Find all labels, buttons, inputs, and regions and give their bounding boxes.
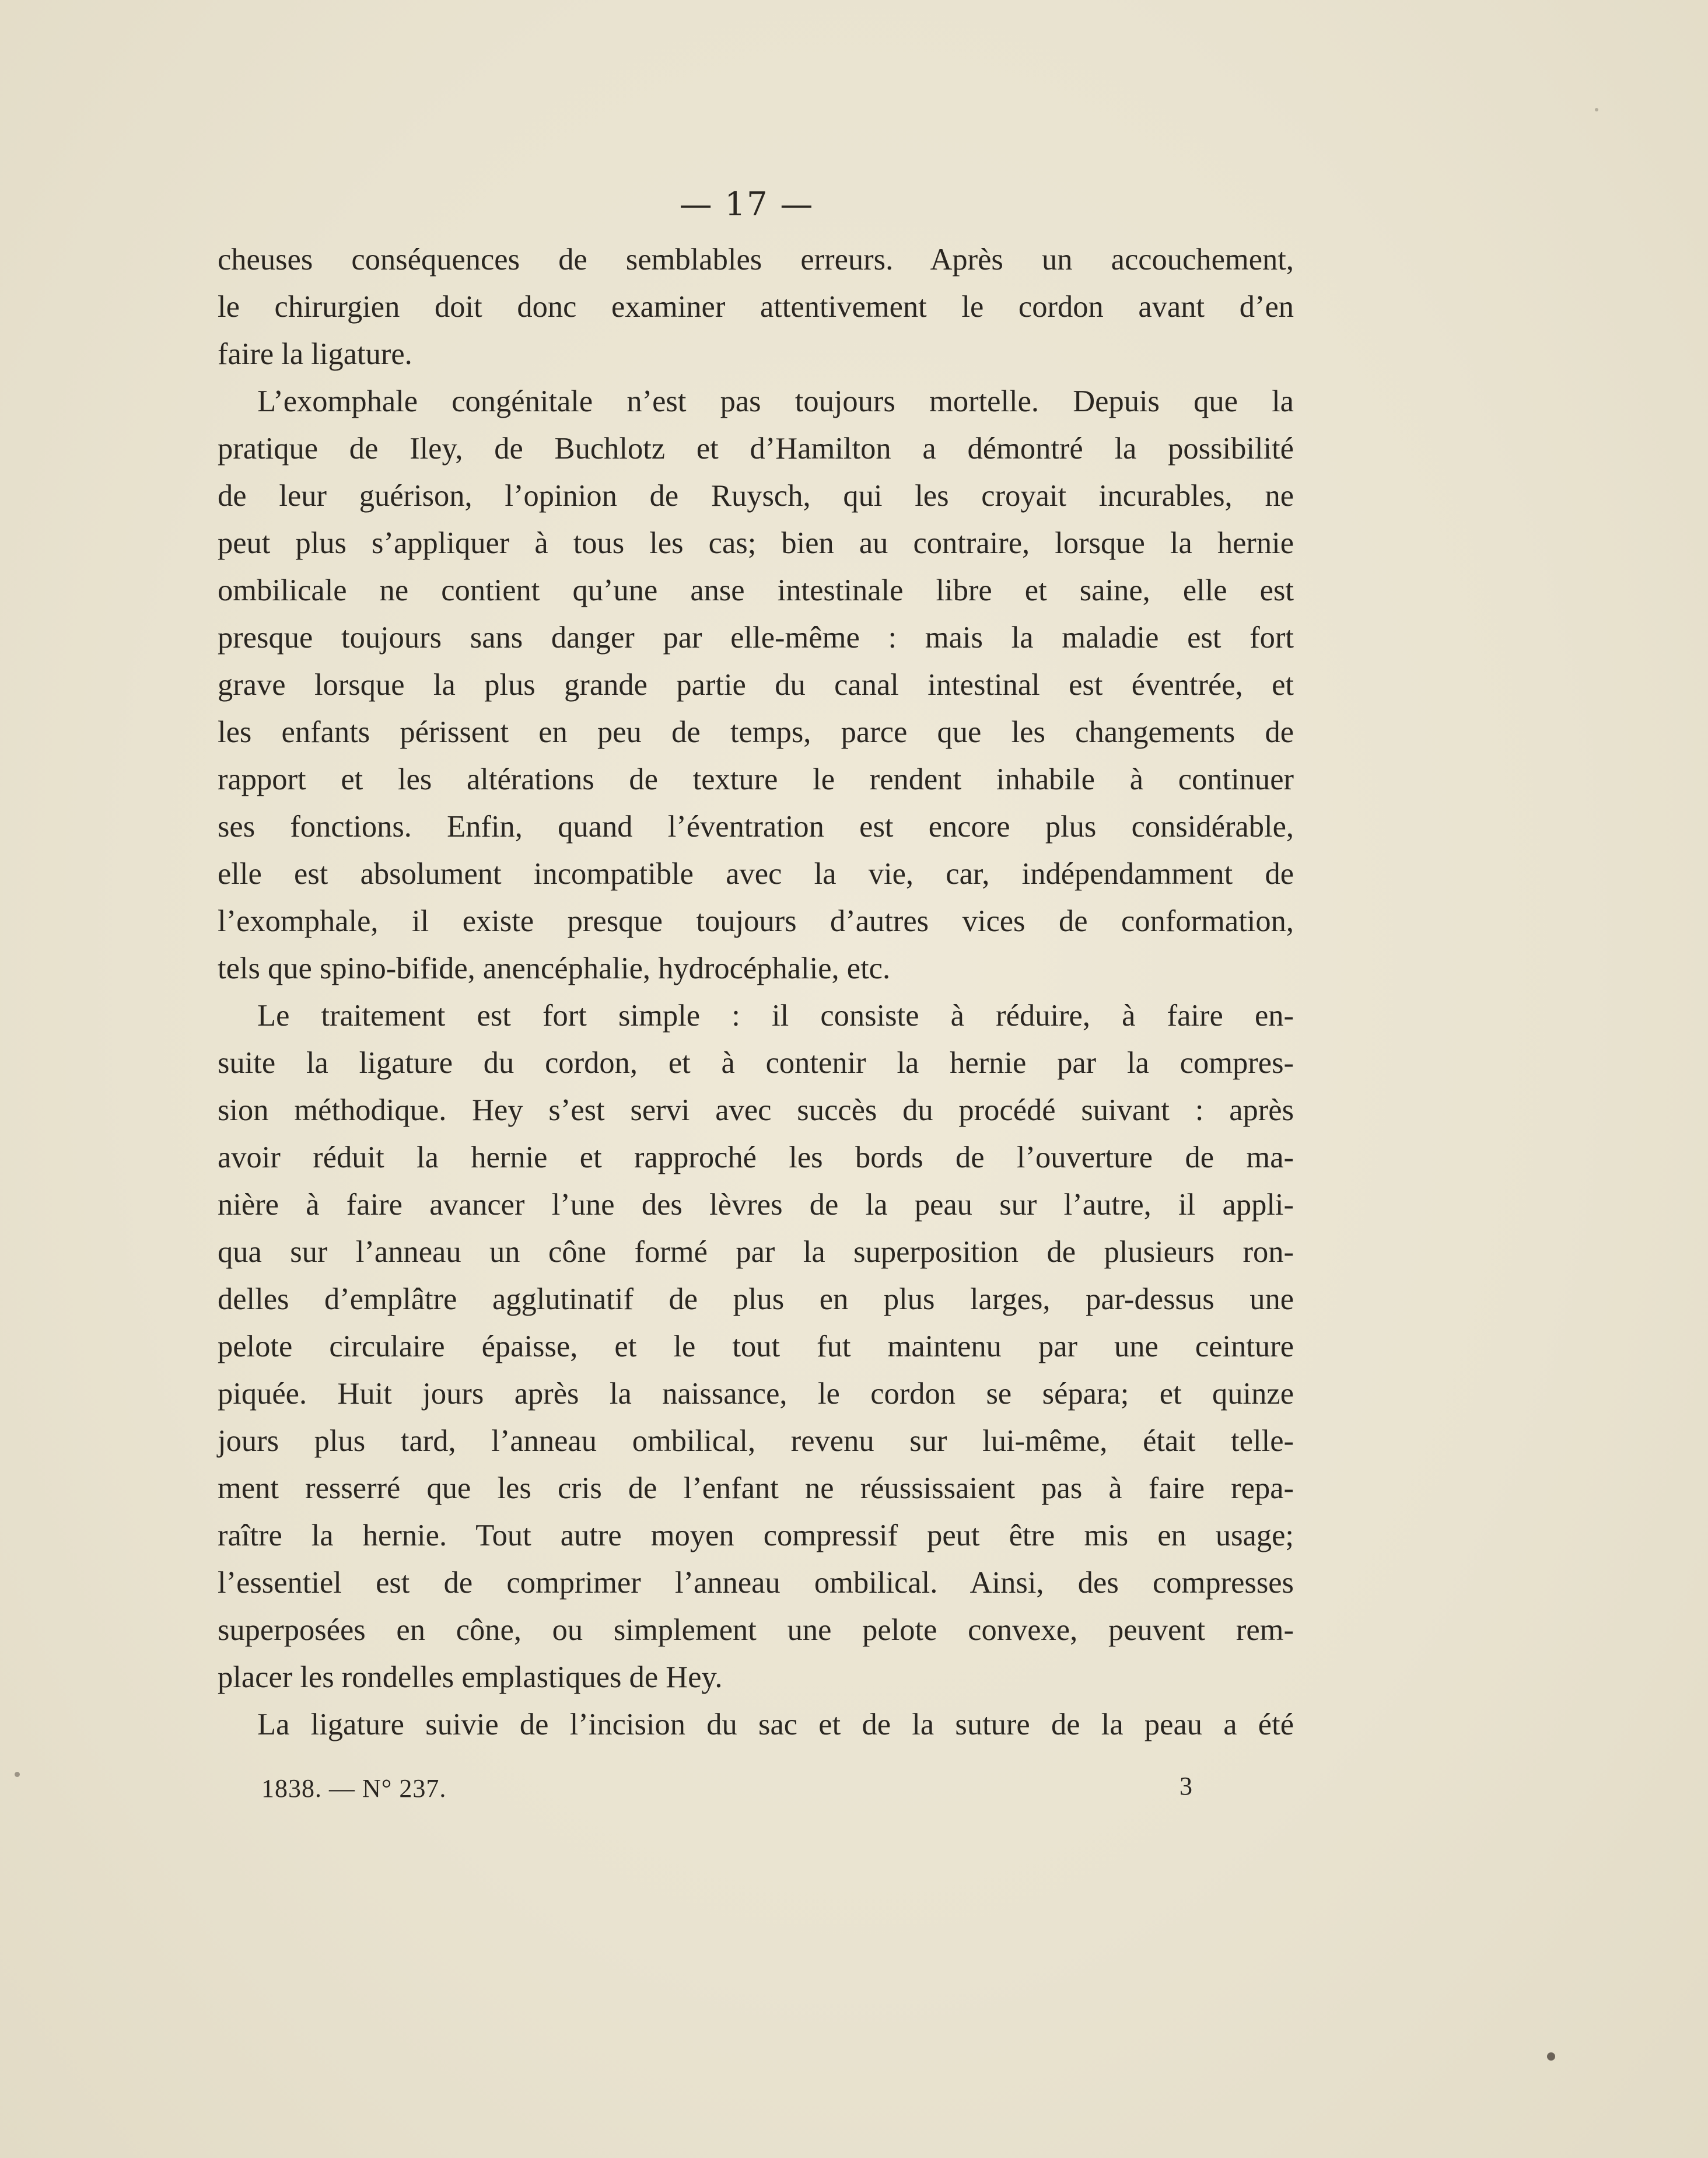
text-line: avoir réduit la hernie et rapproché les bords de l’ouverture de ma- — [218, 1141, 1294, 1174]
text-line: La ligature suivie de l’incision du sac et de la suture de la peau a été — [257, 1708, 1294, 1741]
text-line: l’exomphale, il existe presque toujours d’autres vices de conformation, — [218, 904, 1294, 938]
text-line: ment resserré que les cris de l’enfant ne réussissaient pas à faire repa- — [218, 1471, 1294, 1505]
text-line: faire la ligature. — [218, 337, 412, 371]
text-line: presque toujours sans danger par elle-même : mais la maladie est fort — [218, 621, 1294, 655]
text-line: les enfants périssent en peu de temps, parce que les changements de — [218, 715, 1294, 749]
text-line: sion méthodique. Hey s’est servi avec succès du procédé suivant : après — [218, 1093, 1294, 1127]
paper-speck — [1595, 108, 1598, 111]
text-line: pratique de Iley, de Buchlotz et d’Hamilton a démontré la possibilité — [218, 432, 1294, 466]
text-line: qua sur l’anneau un cône formé par la superposition de plusieurs ron- — [218, 1235, 1294, 1269]
page-number: — 17 — — [679, 186, 814, 223]
text-line: pelote circulaire épaisse, et le tout fut maintenu par une ceinture — [218, 1330, 1294, 1363]
text-line: cheuses conséquences de semblables erreurs. Après un accouchement, — [218, 243, 1294, 277]
text-line: L’exomphale congénitale n’est pas toujours mortelle. Depuis que la — [257, 384, 1294, 418]
text-line: piquée. Huit jours après la naissance, le cordon se sépara; et quinze — [218, 1377, 1294, 1411]
text-line: de leur guérison, l’opinion de Ruysch, qui les croyait incurables, ne — [218, 479, 1294, 513]
text-line: grave lorsque la plus grande partie du canal intestinal est éventrée, et — [218, 668, 1294, 702]
body-text — [218, 236, 1294, 1748]
text-line: ses fonctions. Enfin, quand l’éventration est encore plus considérable, — [218, 810, 1294, 844]
text-line: tels que spino-bifide, anencéphalie, hydrocéphalie, etc. — [218, 952, 891, 985]
text-line: suite la ligature du cordon, et à contenir la hernie par la compres- — [218, 1046, 1294, 1080]
text-line: jours plus tard, l’anneau ombilical, revenu sur lui-même, était telle- — [218, 1424, 1294, 1458]
text-line: l’essentiel est de comprimer l’anneau ombilical. Ainsi, des compresses — [218, 1566, 1294, 1600]
text-line: ombilicale ne contient qu’une anse intestinale libre et saine, elle est — [218, 573, 1294, 607]
text-line: nière à faire avancer l’une des lèvres de la peau sur l’autre, il appli- — [218, 1188, 1294, 1222]
text-line: rapport et les altérations de texture le rendent inhabile à continuer — [218, 763, 1294, 796]
text-line: delles d’emplâtre agglutinatif de plus en plus larges, par-dessus une — [218, 1282, 1294, 1316]
signature-number: 3 — [1180, 1772, 1192, 1800]
text-line: Le traitement est fort simple : il consiste à réduire, à faire en- — [257, 999, 1294, 1033]
text-line: placer les rondelles emplastiques de Hey. — [218, 1660, 723, 1694]
text-line: peut plus s’appliquer à tous les cas; bien au contraire, lorsque la hernie — [218, 526, 1294, 560]
paper-speck — [1547, 2052, 1555, 2061]
paper-speck — [15, 1772, 20, 1777]
signature-mark: 1838. — N° 237. — [261, 1774, 447, 1803]
text-line: superposées en cône, ou simplement une pelote convexe, peuvent rem- — [218, 1613, 1294, 1647]
text-line: raître la hernie. Tout autre moyen compressif peut être mis en usage; — [218, 1519, 1294, 1552]
text-line: elle est absolument incompatible avec la vie, car, indépendamment de — [218, 857, 1294, 891]
text-line: le chirurgien doit donc examiner attentivement le cordon avant d’en — [218, 290, 1294, 324]
